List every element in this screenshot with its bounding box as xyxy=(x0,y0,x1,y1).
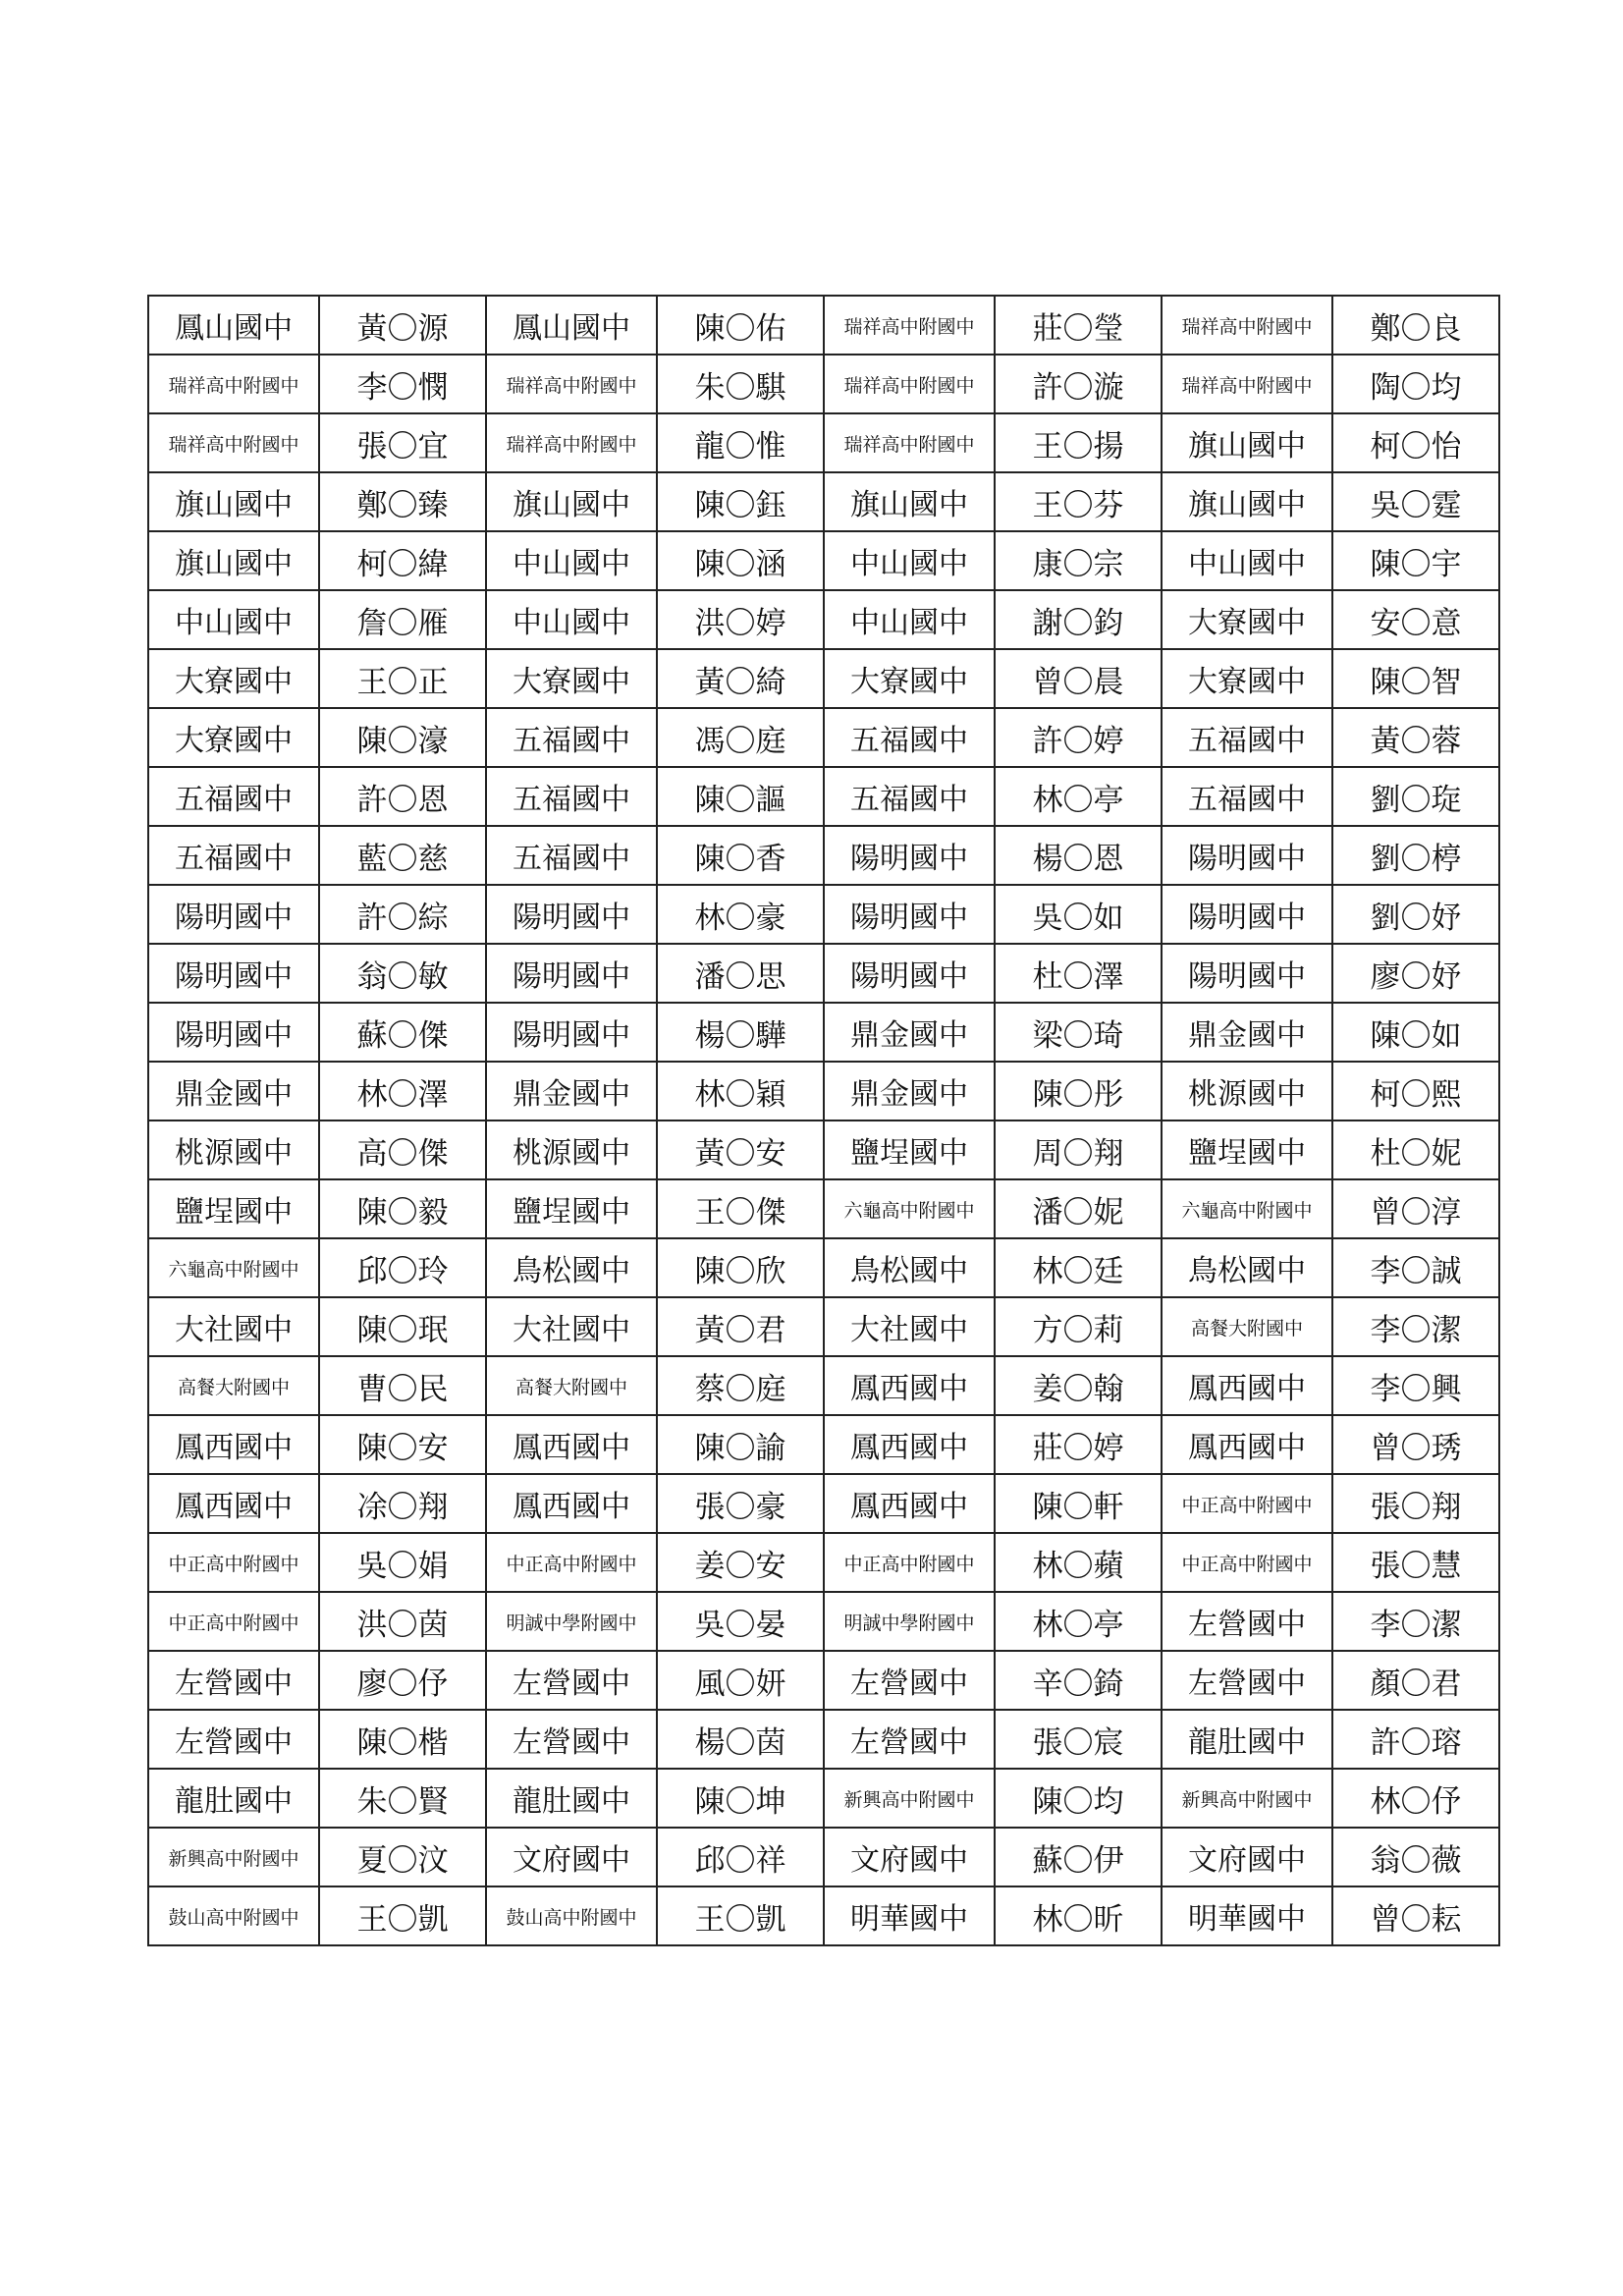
school-cell: 五福國中 xyxy=(148,826,319,885)
student-name-cell: 劉〇楟 xyxy=(1332,826,1499,885)
school-cell: 鼎金國中 xyxy=(486,1062,657,1121)
school-cell: 大社國中 xyxy=(148,1297,319,1356)
school-cell: 陽明國中 xyxy=(148,944,319,1003)
student-name-cell: 洪〇茵 xyxy=(319,1592,486,1651)
school-cell: 五福國中 xyxy=(824,708,995,767)
school-cell: 文府國中 xyxy=(486,1828,657,1886)
table-row xyxy=(148,767,1499,826)
student-name-cell: 陳〇如 xyxy=(1332,1003,1499,1062)
school-cell: 六龜高中附國中 xyxy=(1162,1179,1332,1238)
student-name-cell: 陳〇毅 xyxy=(319,1179,486,1238)
student-name-cell: 黃〇源 xyxy=(319,296,486,355)
school-cell: 陽明國中 xyxy=(824,826,995,885)
school-cell: 鳳西國中 xyxy=(148,1415,319,1474)
school-cell: 左營國中 xyxy=(1162,1651,1332,1710)
student-name-cell: 柯〇熙 xyxy=(1332,1062,1499,1121)
student-name-cell: 陳〇鈺 xyxy=(657,472,824,531)
student-name-cell: 楊〇恩 xyxy=(995,826,1162,885)
school-cell: 鼓山高中附國中 xyxy=(486,1886,657,1945)
student-name-cell: 潘〇妮 xyxy=(995,1179,1162,1238)
school-cell: 陽明國中 xyxy=(486,885,657,944)
student-name-cell: 翁〇敏 xyxy=(319,944,486,1003)
school-cell: 鹽埕國中 xyxy=(486,1179,657,1238)
student-name-cell: 杜〇澤 xyxy=(995,944,1162,1003)
table-row xyxy=(148,1474,1499,1533)
school-cell: 大寮國中 xyxy=(1162,590,1332,649)
school-cell: 新興高中附國中 xyxy=(1162,1769,1332,1828)
school-cell: 鹽埕國中 xyxy=(1162,1121,1332,1179)
school-cell: 瑞祥高中附國中 xyxy=(486,413,657,472)
school-cell: 中山國中 xyxy=(824,590,995,649)
student-name-cell: 張〇宸 xyxy=(995,1710,1162,1769)
school-cell: 旗山國中 xyxy=(1162,472,1332,531)
table-row xyxy=(148,885,1499,944)
school-cell: 鳥松國中 xyxy=(1162,1238,1332,1297)
student-name-cell: 顏〇君 xyxy=(1332,1651,1499,1710)
school-cell: 陽明國中 xyxy=(1162,944,1332,1003)
school-cell: 大寮國中 xyxy=(1162,649,1332,708)
school-cell: 龍肚國中 xyxy=(148,1769,319,1828)
school-cell: 鼎金國中 xyxy=(1162,1003,1332,1062)
student-name-cell: 陳〇欣 xyxy=(657,1238,824,1297)
school-cell: 左營國中 xyxy=(486,1651,657,1710)
student-name-cell: 邱〇玲 xyxy=(319,1238,486,1297)
table-row xyxy=(148,531,1499,590)
school-cell: 瑞祥高中附國中 xyxy=(1162,296,1332,355)
student-name-cell: 鄭〇臻 xyxy=(319,472,486,531)
school-cell: 大寮國中 xyxy=(148,708,319,767)
table-row xyxy=(148,1179,1499,1238)
student-name-cell: 藍〇慈 xyxy=(319,826,486,885)
school-cell: 高餐大附國中 xyxy=(1162,1297,1332,1356)
table-row xyxy=(148,1592,1499,1651)
school-cell: 旗山國中 xyxy=(148,472,319,531)
school-cell: 大寮國中 xyxy=(148,649,319,708)
student-roster-table xyxy=(147,295,1500,1946)
school-cell: 左營國中 xyxy=(824,1651,995,1710)
student-name-cell: 劉〇琁 xyxy=(1332,767,1499,826)
table-row xyxy=(148,1062,1499,1121)
table-row xyxy=(148,1238,1499,1297)
table-row xyxy=(148,1415,1499,1474)
school-cell: 陽明國中 xyxy=(148,1003,319,1062)
school-cell: 新興高中附國中 xyxy=(824,1769,995,1828)
school-cell: 旗山國中 xyxy=(486,472,657,531)
school-cell: 鹽埕國中 xyxy=(148,1179,319,1238)
student-name-cell: 林〇蘋 xyxy=(995,1533,1162,1592)
roster-body xyxy=(148,296,1499,1945)
school-cell: 瑞祥高中附國中 xyxy=(824,355,995,413)
school-cell: 陽明國中 xyxy=(148,885,319,944)
school-cell: 明華國中 xyxy=(824,1886,995,1945)
student-name-cell: 謝〇鈞 xyxy=(995,590,1162,649)
student-name-cell: 林〇廷 xyxy=(995,1238,1162,1297)
school-cell: 中正高中附國中 xyxy=(486,1533,657,1592)
table-row xyxy=(148,1886,1499,1945)
student-name-cell: 曾〇琇 xyxy=(1332,1415,1499,1474)
student-name-cell: 李〇潔 xyxy=(1332,1297,1499,1356)
student-name-cell: 林〇澤 xyxy=(319,1062,486,1121)
student-name-cell: 姜〇翰 xyxy=(995,1356,1162,1415)
student-name-cell: 莊〇瑩 xyxy=(995,296,1162,355)
school-cell: 瑞祥高中附國中 xyxy=(824,413,995,472)
student-name-cell: 陳〇楷 xyxy=(319,1710,486,1769)
school-cell: 鼎金國中 xyxy=(824,1062,995,1121)
student-name-cell: 詹〇雁 xyxy=(319,590,486,649)
school-cell: 中山國中 xyxy=(824,531,995,590)
student-name-cell: 陳〇智 xyxy=(1332,649,1499,708)
student-name-cell: 許〇綜 xyxy=(319,885,486,944)
student-name-cell: 吳〇娟 xyxy=(319,1533,486,1592)
school-cell: 左營國中 xyxy=(824,1710,995,1769)
student-name-cell: 楊〇茵 xyxy=(657,1710,824,1769)
table-row xyxy=(148,826,1499,885)
student-name-cell: 王〇芬 xyxy=(995,472,1162,531)
table-row xyxy=(148,1121,1499,1179)
student-name-cell: 安〇意 xyxy=(1332,590,1499,649)
school-cell: 瑞祥高中附國中 xyxy=(1162,355,1332,413)
school-cell: 鳳西國中 xyxy=(486,1415,657,1474)
student-name-cell: 莊〇婷 xyxy=(995,1415,1162,1474)
student-name-cell: 馮〇庭 xyxy=(657,708,824,767)
school-cell: 中山國中 xyxy=(486,590,657,649)
school-cell: 五福國中 xyxy=(486,708,657,767)
student-name-cell: 曾〇淳 xyxy=(1332,1179,1499,1238)
student-name-cell: 黃〇綺 xyxy=(657,649,824,708)
school-cell: 中正高中附國中 xyxy=(148,1592,319,1651)
student-name-cell: 柯〇怡 xyxy=(1332,413,1499,472)
student-name-cell: 黃〇安 xyxy=(657,1121,824,1179)
school-cell: 高餐大附國中 xyxy=(148,1356,319,1415)
student-name-cell: 張〇慧 xyxy=(1332,1533,1499,1592)
school-cell: 五福國中 xyxy=(486,826,657,885)
table-row xyxy=(148,1356,1499,1415)
student-name-cell: 張〇豪 xyxy=(657,1474,824,1533)
student-name-cell: 許〇瑢 xyxy=(1332,1710,1499,1769)
school-cell: 陽明國中 xyxy=(824,885,995,944)
student-name-cell: 王〇凱 xyxy=(319,1886,486,1945)
school-cell: 五福國中 xyxy=(1162,767,1332,826)
table-row xyxy=(148,1533,1499,1592)
table-row xyxy=(148,1651,1499,1710)
table-row xyxy=(148,1769,1499,1828)
school-cell: 鳥松國中 xyxy=(486,1238,657,1297)
student-name-cell: 周〇翔 xyxy=(995,1121,1162,1179)
student-name-cell: 陳〇濠 xyxy=(319,708,486,767)
school-cell: 新興高中附國中 xyxy=(148,1828,319,1886)
student-name-cell: 陳〇坤 xyxy=(657,1769,824,1828)
student-name-cell: 翁〇薇 xyxy=(1332,1828,1499,1886)
student-name-cell: 張〇宜 xyxy=(319,413,486,472)
student-name-cell: 柯〇緯 xyxy=(319,531,486,590)
school-cell: 龍肚國中 xyxy=(486,1769,657,1828)
school-cell: 旗山國中 xyxy=(148,531,319,590)
student-name-cell: 梁〇琦 xyxy=(995,1003,1162,1062)
student-name-cell: 陳〇彤 xyxy=(995,1062,1162,1121)
student-name-cell: 吳〇霆 xyxy=(1332,472,1499,531)
student-name-cell: 張〇翔 xyxy=(1332,1474,1499,1533)
student-name-cell: 潘〇思 xyxy=(657,944,824,1003)
student-name-cell: 吳〇晏 xyxy=(657,1592,824,1651)
student-name-cell: 林〇昕 xyxy=(995,1886,1162,1945)
student-name-cell: 陳〇軒 xyxy=(995,1474,1162,1533)
school-cell: 五福國中 xyxy=(1162,708,1332,767)
student-name-cell: 姜〇安 xyxy=(657,1533,824,1592)
student-name-cell: 陳〇佑 xyxy=(657,296,824,355)
school-cell: 五福國中 xyxy=(824,767,995,826)
school-cell: 旗山國中 xyxy=(1162,413,1332,472)
student-name-cell: 陳〇宇 xyxy=(1332,531,1499,590)
student-name-cell: 陳〇香 xyxy=(657,826,824,885)
student-name-cell: 許〇恩 xyxy=(319,767,486,826)
school-cell: 陽明國中 xyxy=(486,1003,657,1062)
student-name-cell: 陳〇諭 xyxy=(657,1415,824,1474)
student-name-cell: 王〇凱 xyxy=(657,1886,824,1945)
school-cell: 文府國中 xyxy=(1162,1828,1332,1886)
table-row xyxy=(148,1828,1499,1886)
school-cell: 五福國中 xyxy=(486,767,657,826)
school-cell: 中正高中附國中 xyxy=(824,1533,995,1592)
school-cell: 鼎金國中 xyxy=(824,1003,995,1062)
school-cell: 明華國中 xyxy=(1162,1886,1332,1945)
table-row xyxy=(148,1003,1499,1062)
table-row xyxy=(148,472,1499,531)
school-cell: 鹽埕國中 xyxy=(824,1121,995,1179)
school-cell: 中正高中附國中 xyxy=(148,1533,319,1592)
student-name-cell: 王〇傑 xyxy=(657,1179,824,1238)
student-name-cell: 陳〇珉 xyxy=(319,1297,486,1356)
student-name-cell: 李〇誠 xyxy=(1332,1238,1499,1297)
school-cell: 鳳西國中 xyxy=(824,1415,995,1474)
school-cell: 瑞祥高中附國中 xyxy=(486,355,657,413)
school-cell: 鳥松國中 xyxy=(824,1238,995,1297)
school-cell: 文府國中 xyxy=(824,1828,995,1886)
school-cell: 大寮國中 xyxy=(486,649,657,708)
school-cell: 旗山國中 xyxy=(824,472,995,531)
student-name-cell: 朱〇賢 xyxy=(319,1769,486,1828)
student-name-cell: 黃〇蓉 xyxy=(1332,708,1499,767)
student-name-cell: 陳〇謳 xyxy=(657,767,824,826)
table-row xyxy=(148,413,1499,472)
student-name-cell: 蔡〇庭 xyxy=(657,1356,824,1415)
student-name-cell: 陳〇安 xyxy=(319,1415,486,1474)
student-name-cell: 許〇婷 xyxy=(995,708,1162,767)
student-name-cell: 李〇憫 xyxy=(319,355,486,413)
student-name-cell: 許〇漩 xyxy=(995,355,1162,413)
student-name-cell: 夏〇汶 xyxy=(319,1828,486,1886)
school-cell: 鳳西國中 xyxy=(1162,1415,1332,1474)
school-cell: 瑞祥高中附國中 xyxy=(148,413,319,472)
school-cell: 左營國中 xyxy=(1162,1592,1332,1651)
school-cell: 鼎金國中 xyxy=(148,1062,319,1121)
table-row xyxy=(148,1297,1499,1356)
student-name-cell: 楊〇驊 xyxy=(657,1003,824,1062)
student-name-cell: 陳〇均 xyxy=(995,1769,1162,1828)
student-name-cell: 邱〇祥 xyxy=(657,1828,824,1886)
school-cell: 鳳西國中 xyxy=(148,1474,319,1533)
student-name-cell: 林〇豪 xyxy=(657,885,824,944)
student-name-cell: 吳〇如 xyxy=(995,885,1162,944)
student-name-cell: 劉〇妤 xyxy=(1332,885,1499,944)
school-cell: 中正高中附國中 xyxy=(1162,1474,1332,1533)
school-cell: 六龜高中附國中 xyxy=(148,1238,319,1297)
student-name-cell: 廖〇伃 xyxy=(319,1651,486,1710)
student-name-cell: 曾〇耘 xyxy=(1332,1886,1499,1945)
school-cell: 鼓山高中附國中 xyxy=(148,1886,319,1945)
student-name-cell: 凃〇翔 xyxy=(319,1474,486,1533)
school-cell: 左營國中 xyxy=(148,1651,319,1710)
school-cell: 明誠中學附國中 xyxy=(486,1592,657,1651)
table-row xyxy=(148,355,1499,413)
student-name-cell: 辛〇錡 xyxy=(995,1651,1162,1710)
school-cell: 大社國中 xyxy=(486,1297,657,1356)
school-cell: 陽明國中 xyxy=(1162,885,1332,944)
table-row xyxy=(148,296,1499,355)
school-cell: 中山國中 xyxy=(486,531,657,590)
school-cell: 大寮國中 xyxy=(824,649,995,708)
student-name-cell: 林〇伃 xyxy=(1332,1769,1499,1828)
school-cell: 鳳西國中 xyxy=(824,1356,995,1415)
school-cell: 明誠中學附國中 xyxy=(824,1592,995,1651)
student-name-cell: 李〇興 xyxy=(1332,1356,1499,1415)
school-cell: 瑞祥高中附國中 xyxy=(148,355,319,413)
student-name-cell: 廖〇妤 xyxy=(1332,944,1499,1003)
school-cell: 鳳西國中 xyxy=(824,1474,995,1533)
school-cell: 桃源國中 xyxy=(486,1121,657,1179)
student-name-cell: 林〇穎 xyxy=(657,1062,824,1121)
school-cell: 鳳西國中 xyxy=(1162,1356,1332,1415)
school-cell: 左營國中 xyxy=(148,1710,319,1769)
student-name-cell: 陳〇涵 xyxy=(657,531,824,590)
student-name-cell: 高〇傑 xyxy=(319,1121,486,1179)
student-name-cell: 龍〇惟 xyxy=(657,413,824,472)
table-row xyxy=(148,649,1499,708)
school-cell: 中山國中 xyxy=(1162,531,1332,590)
student-name-cell: 黃〇君 xyxy=(657,1297,824,1356)
student-name-cell: 曹〇民 xyxy=(319,1356,486,1415)
student-name-cell: 曾〇晨 xyxy=(995,649,1162,708)
table-row xyxy=(148,1710,1499,1769)
student-name-cell: 蘇〇伊 xyxy=(995,1828,1162,1886)
student-name-cell: 鄭〇良 xyxy=(1332,296,1499,355)
student-name-cell: 洪〇婷 xyxy=(657,590,824,649)
school-cell: 六龜高中附國中 xyxy=(824,1179,995,1238)
table-row xyxy=(148,590,1499,649)
student-name-cell: 蘇〇傑 xyxy=(319,1003,486,1062)
school-cell: 中正高中附國中 xyxy=(1162,1533,1332,1592)
student-name-cell: 王〇揚 xyxy=(995,413,1162,472)
school-cell: 瑞祥高中附國中 xyxy=(824,296,995,355)
student-name-cell: 朱〇騏 xyxy=(657,355,824,413)
school-cell: 龍肚國中 xyxy=(1162,1710,1332,1769)
school-cell: 陽明國中 xyxy=(824,944,995,1003)
student-name-cell: 康〇宗 xyxy=(995,531,1162,590)
student-name-cell: 林〇亭 xyxy=(995,1592,1162,1651)
school-cell: 陽明國中 xyxy=(1162,826,1332,885)
school-cell: 左營國中 xyxy=(486,1710,657,1769)
student-name-cell: 王〇正 xyxy=(319,649,486,708)
school-cell: 大社國中 xyxy=(824,1297,995,1356)
school-cell: 五福國中 xyxy=(148,767,319,826)
student-name-cell: 林〇亭 xyxy=(995,767,1162,826)
school-cell: 鳳西國中 xyxy=(486,1474,657,1533)
school-cell: 中山國中 xyxy=(148,590,319,649)
student-name-cell: 陶〇均 xyxy=(1332,355,1499,413)
school-cell: 桃源國中 xyxy=(148,1121,319,1179)
school-cell: 鳳山國中 xyxy=(486,296,657,355)
student-name-cell: 杜〇妮 xyxy=(1332,1121,1499,1179)
school-cell: 桃源國中 xyxy=(1162,1062,1332,1121)
student-name-cell: 風〇妍 xyxy=(657,1651,824,1710)
school-cell: 陽明國中 xyxy=(486,944,657,1003)
student-name-cell: 李〇潔 xyxy=(1332,1592,1499,1651)
school-cell: 鳳山國中 xyxy=(148,296,319,355)
table-row xyxy=(148,944,1499,1003)
school-cell: 高餐大附國中 xyxy=(486,1356,657,1415)
student-name-cell: 方〇莉 xyxy=(995,1297,1162,1356)
table-row xyxy=(148,708,1499,767)
